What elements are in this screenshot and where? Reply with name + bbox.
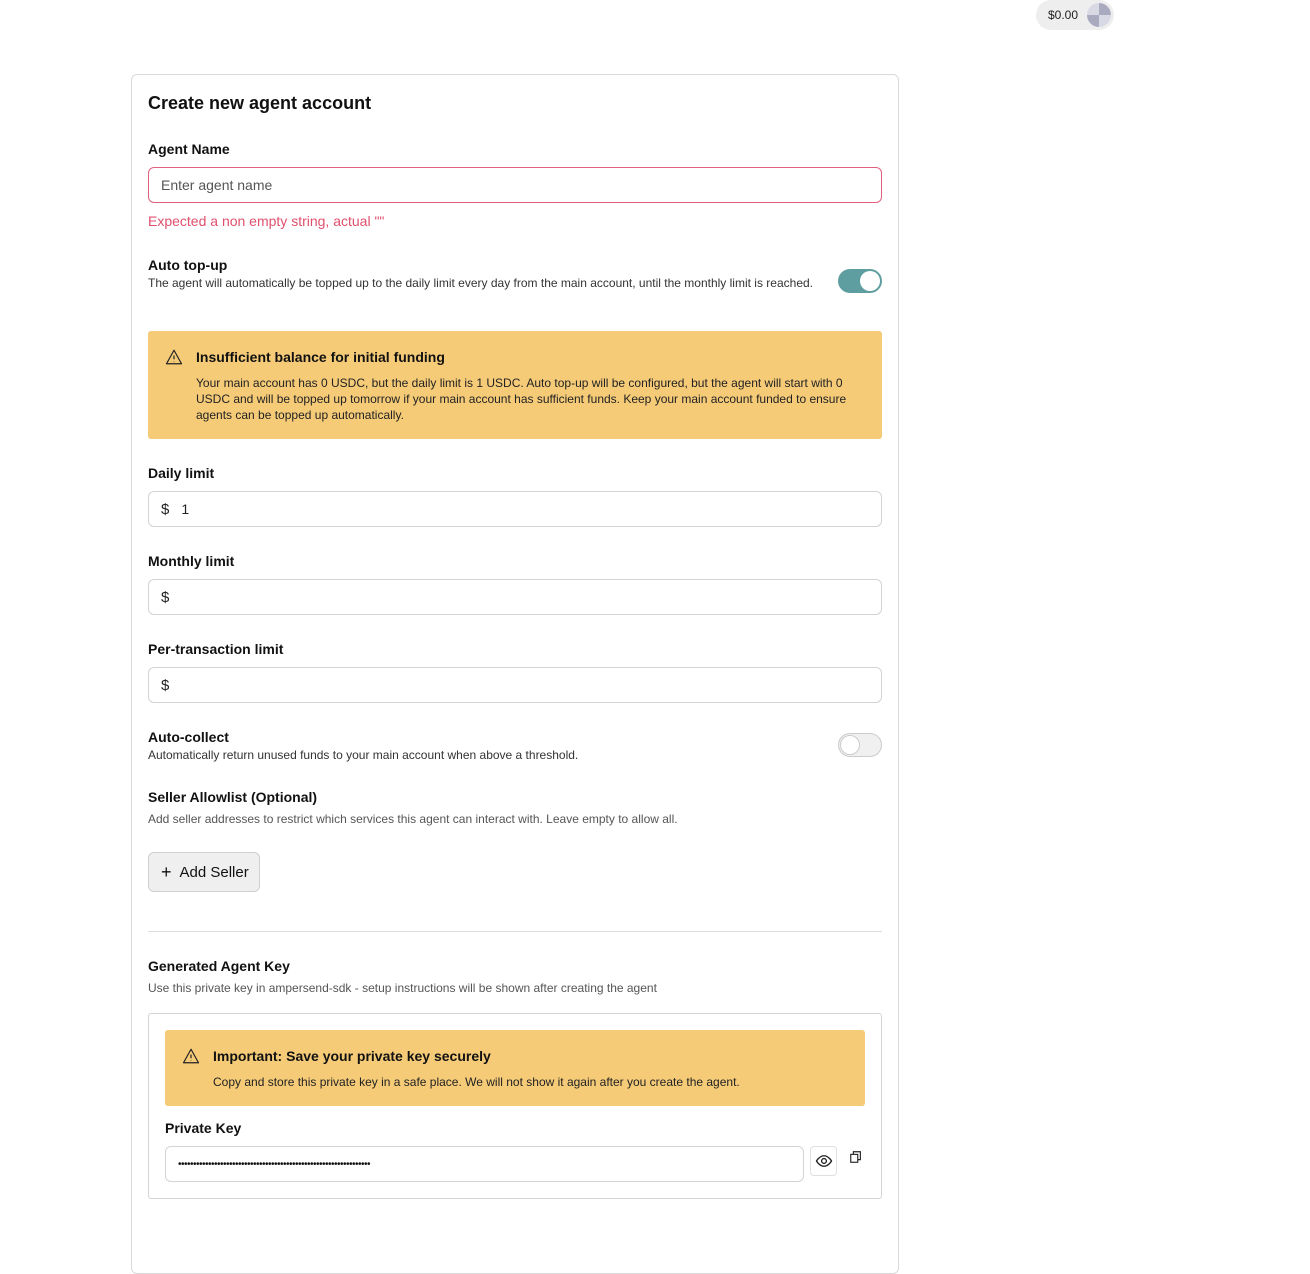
balance-pill[interactable] bbox=[1036, 0, 1114, 30]
save-key-alert bbox=[165, 1030, 865, 1106]
auto-topup-toggle[interactable] bbox=[838, 269, 882, 293]
agent-key-description: Use this private key in ampersend-sdk - setup instructions will be shown after creating the agent bbox=[148, 981, 657, 995]
per-tx-limit-input[interactable] bbox=[148, 667, 882, 703]
dollar-sign: $ bbox=[161, 500, 170, 518]
funding-alert bbox=[148, 331, 882, 439]
copy-icon bbox=[849, 1150, 863, 1164]
agent-name-label: Agent Name bbox=[148, 141, 230, 157]
page-title: Create new agent account bbox=[148, 93, 372, 113]
eye-icon bbox=[815, 1152, 833, 1170]
monthly-limit-input[interactable] bbox=[148, 579, 882, 615]
auto-collect-toggle[interactable] bbox=[838, 733, 882, 757]
dollar-sign: $ bbox=[161, 588, 170, 606]
toggle-visibility-button[interactable] bbox=[810, 1146, 837, 1176]
create-agent-card bbox=[131, 74, 899, 1274]
save-key-alert-body: Copy and store this private key in a safe place. We will not show it again after you create the agent. bbox=[213, 1075, 740, 1089]
seller-allowlist-label: Seller Allowlist (Optional) bbox=[148, 789, 318, 805]
daily-limit-label: Daily limit bbox=[148, 465, 215, 481]
seller-allowlist-description: Add seller addresses to restrict which services this agent can interact with. Leave empty to allow all. bbox=[148, 812, 678, 826]
auto-topup-description: The agent will automatically be topped up to the daily limit every day from the main account, until the monthly limit is reached. bbox=[148, 276, 813, 290]
divider bbox=[148, 931, 882, 932]
agent-name-input[interactable]: Enter agent name bbox=[148, 167, 882, 203]
private-key-input[interactable]: •••••••••••••••••••••••••••••••••••••••••••••••••••••••••••••••• bbox=[165, 1146, 804, 1182]
save-key-alert-title: Important: Save your private key securely bbox=[213, 1048, 491, 1064]
agent-name-error: Expected a non empty string, actual "" bbox=[148, 213, 385, 229]
daily-limit-input[interactable] bbox=[148, 491, 882, 527]
per-tx-limit-label: Per-transaction limit bbox=[148, 641, 284, 657]
funding-alert-title: Insufficient balance for initial funding bbox=[196, 349, 445, 365]
monthly-limit-label: Monthly limit bbox=[148, 553, 235, 569]
warning-triangle-icon bbox=[182, 1047, 200, 1065]
balance-amount: $0.00 bbox=[1048, 8, 1079, 22]
auto-topup-label: Auto top-up bbox=[148, 257, 228, 273]
agent-key-label: Generated Agent Key bbox=[148, 958, 290, 974]
plus-icon: + bbox=[161, 861, 172, 882]
auto-collect-label: Auto-collect bbox=[148, 729, 229, 745]
auto-collect-description: Automatically return unused funds to your main account when above a threshold. bbox=[148, 748, 579, 762]
add-seller-label: Add Seller bbox=[179, 863, 249, 881]
dollar-sign: $ bbox=[161, 676, 170, 694]
private-key-label: Private Key bbox=[165, 1120, 242, 1136]
copy-button[interactable] bbox=[849, 1150, 865, 1166]
add-seller-button[interactable] bbox=[148, 852, 260, 892]
avatar[interactable] bbox=[1087, 3, 1111, 27]
agent-key-box bbox=[148, 1013, 882, 1199]
warning-triangle-icon bbox=[165, 348, 183, 366]
daily-limit-value: 1 bbox=[181, 501, 190, 517]
funding-alert-body: Your main account has 0 USDC, but the daily limit is 1 USDC. Auto top-up will be configured, but the agent will start with 0 USDC and will be topped up tomorrow if your main account has sufficient funds. Keep your main account funded to ensure agents can be topped up automatically. bbox=[196, 376, 847, 422]
